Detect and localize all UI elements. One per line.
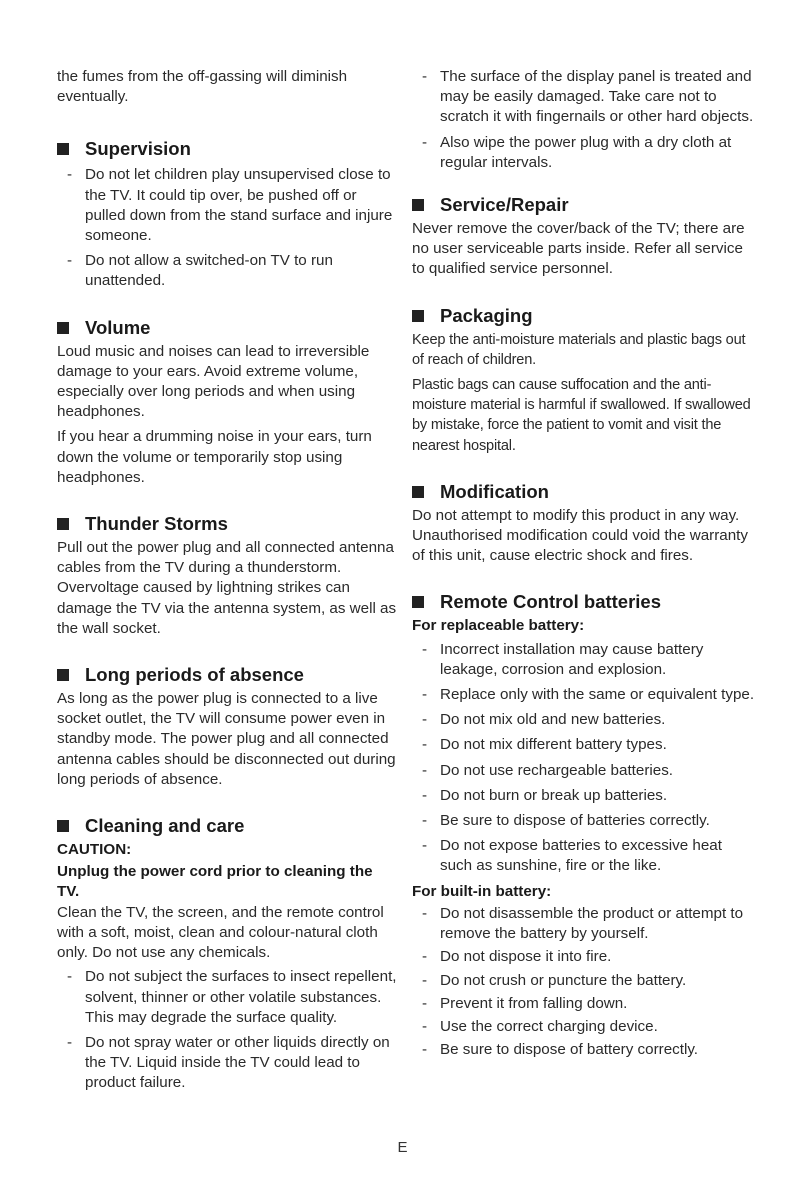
list-item: - Also wipe the power plug with a dry cloth at regular intervals.	[412, 133, 757, 173]
page-number: E	[397, 1139, 408, 1156]
list-item: - Prevent it from falling down.	[412, 994, 757, 1014]
volume-section	[57, 316, 397, 488]
list-item: - Incorrect installation may cause battery leakage, corrosion and explosion.	[412, 640, 757, 680]
replaceable-battery-label: For replaceable battery:	[412, 617, 585, 635]
packaging-section	[412, 304, 757, 456]
bullet-square-icon	[412, 199, 424, 211]
caution-label: CAUTION:	[57, 841, 132, 859]
list-item: - The surface of the display panel is treated and may be easily damaged. Take care not to scratch it with fingernails or other hard objects.	[412, 67, 757, 128]
bullet-square-icon	[57, 669, 69, 681]
builtin-battery-label: For built-in battery:	[412, 882, 552, 900]
modification-heading: Modification	[412, 480, 757, 504]
cleaning-list	[57, 967, 397, 1093]
list-item: - Replace only with the same or equivalent type.	[412, 685, 757, 705]
service-heading: Service/Repair	[412, 193, 757, 217]
packaging-paragraph: Plastic bags can cause suffocation and the anti-moisture material is harmful if swallowed. If swallowed by mistake, force the patient to vomit and visit the nearest hospital.	[412, 377, 751, 454]
list-item: - Do not allow a switched-on TV to run unattended.	[57, 251, 397, 291]
modification-section	[412, 480, 757, 567]
batteries-section	[412, 590, 757, 1060]
list-item: - Be sure to dispose of batteries correctly.	[412, 811, 757, 831]
bullet-square-icon	[412, 486, 424, 498]
list-item: - Do not burn or break up batteries.	[412, 786, 757, 806]
builtin-battery-list	[412, 904, 757, 1060]
right-column	[412, 67, 757, 1063]
list-item: - Be sure to dispose of battery correctly.	[412, 1040, 757, 1060]
absence-section	[57, 663, 397, 790]
left-column	[57, 67, 397, 1099]
supervision-list	[57, 165, 397, 291]
list-item: - Do not subject the surfaces to insect repellent, solvent, thinner or other volatile substances. This may degrade the surface quality.	[57, 967, 397, 1028]
thunder-section	[57, 512, 397, 639]
bullet-square-icon	[412, 596, 424, 608]
bullet-square-icon	[57, 322, 69, 334]
bullet-square-icon	[57, 518, 69, 530]
volume-paragraph: Loud music and noises can lead to irreversible damage to your ears. Avoid extreme volume, especially over long periods and when using headphones.	[57, 342, 370, 421]
list-item: - Do not dispose it into fire.	[412, 947, 757, 967]
cleaning-section	[57, 814, 397, 1093]
service-section	[412, 193, 757, 280]
packaging-paragraph: Keep the anti-moisture materials and plastic bags out of reach of children.	[412, 331, 746, 368]
volume-heading: Volume	[57, 316, 397, 340]
list-item: - Do not expose batteries to excessive heat such as sunshine, fire or the like.	[412, 836, 757, 876]
cleaning-heading: Cleaning and care	[57, 814, 397, 838]
absence-heading: Long periods of absence	[57, 663, 397, 687]
unplug-warning: Unplug the power cord prior to cleaning the TV.	[57, 863, 373, 901]
bullet-square-icon	[57, 820, 69, 832]
batteries-heading: Remote Control batteries	[412, 590, 757, 614]
list-item: - Use the correct charging device.	[412, 1017, 757, 1037]
list-item: - Do not spray water or other liquids directly on the TV. Liquid inside the TV could lead to product failure.	[57, 1033, 397, 1094]
intro-text: the fumes from the off-gassing will diminish eventually.	[57, 68, 348, 106]
replaceable-battery-list	[412, 640, 757, 877]
list-item: - Do not disassemble the product or attempt to remove the battery by yourself.	[412, 904, 757, 944]
supervision-heading: Supervision	[57, 137, 397, 161]
packaging-heading: Packaging	[412, 304, 757, 328]
bullet-square-icon	[57, 143, 69, 155]
list-item: - Do not use rechargeable batteries.	[412, 761, 757, 781]
service-paragraph: Never remove the cover/back of the TV; there are no user serviceable parts inside. Refer all service to qualified service personnel.	[412, 220, 745, 278]
thunder-paragraph: Pull out the power plug and all connected antenna cables from the TV during a thunderstorm. Overvoltage caused by lightning strikes can damage the TV via the antenna system, as well as the wall socket.	[57, 539, 397, 637]
display-care-list	[412, 67, 757, 173]
modification-paragraph: Do not attempt to modify this product in any way. Unauthorised modification could void the warranty of this unit, cause electric shock and fires.	[412, 506, 748, 565]
list-item: - Do not mix old and new batteries.	[412, 710, 757, 730]
list-item: - Do not let children play unsupervised close to the TV. It could tip over, be pushed off or pulled down from the stand surface and injure someone.	[57, 165, 397, 246]
list-item: - Do not crush or puncture the battery.	[412, 971, 757, 991]
list-item: - Do not mix different battery types.	[412, 735, 757, 755]
supervision-section	[57, 137, 397, 291]
bullet-square-icon	[412, 310, 424, 322]
thunder-heading: Thunder Storms	[57, 512, 397, 536]
cleaning-paragraph: Clean the TV, the screen, and the remote control with a soft, moist, clean and colour-natural cloth only. Do not use any chemicals.	[57, 903, 384, 962]
volume-paragraph: If you hear a drumming noise in your ears, turn down the volume or temporarily stop using headphones.	[57, 428, 372, 486]
absence-paragraph: As long as the power plug is connected to a live socket outlet, the TV will consume power even in standby mode. The power plug and all connected antenna cables should be disconnected out during long periods of absence.	[57, 690, 396, 788]
